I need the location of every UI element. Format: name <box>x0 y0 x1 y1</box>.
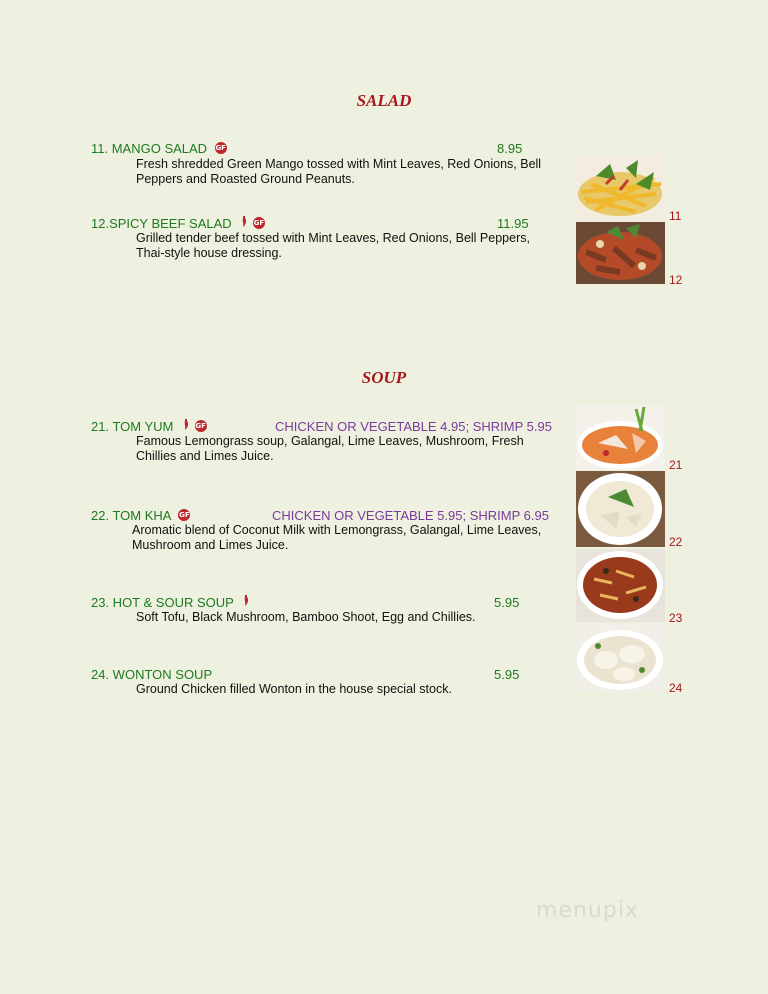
item-price: 5.95 <box>494 595 520 610</box>
menu-item-tom-yum <box>91 419 207 434</box>
description-line: Famous Lemongrass soup, Galangal, Lime Leaves, Mushroom, Fresh <box>136 434 524 448</box>
salad-heading: SALAD <box>356 91 412 110</box>
item-price: 8.95 <box>497 141 523 156</box>
photo-number: 11 <box>669 209 682 223</box>
item-name-label: 23. HOT & SOUR SOUP <box>91 595 234 610</box>
chili-pepper-icon <box>243 595 249 606</box>
chili-pepper-icon <box>241 216 247 227</box>
item-description <box>136 434 524 464</box>
item-price: CHICKEN OR VEGETABLE 4.95; SHRIMP 5.95 <box>275 419 552 434</box>
gluten-free-icon: GF <box>215 144 226 152</box>
description-line: Thai-style house dressing. <box>136 246 282 260</box>
item-price: CHICKEN OR VEGETABLE 5.95; SHRIMP 6.95 <box>272 508 549 523</box>
description-line: Aromatic blend of Coconut Milk with Lemongrass, Galangal, Lime Leaves, <box>132 523 542 537</box>
chili-pepper-icon <box>183 419 189 430</box>
photo-number: 24 <box>669 681 683 695</box>
item-description <box>136 231 530 261</box>
watermark: menupix <box>536 898 639 923</box>
photo-number: 23 <box>669 611 683 625</box>
wonton-soup-photo <box>576 624 665 692</box>
menu-item-mango-salad <box>91 141 227 156</box>
photo-number: 22 <box>669 535 683 549</box>
description-line: Chillies and Limes Juice. <box>136 449 274 463</box>
mango-salad-photo <box>576 154 665 221</box>
menu-item-hot-sour-soup <box>91 595 249 610</box>
item-name-label: 11. MANGO SALAD <box>91 141 208 156</box>
item-description <box>136 157 541 187</box>
description-line: Ground Chicken filled Wonton in the house special stock. <box>136 682 452 696</box>
item-name-label: 22. TOM KHA <box>91 508 171 523</box>
description-line: Fresh shredded Green Mango tossed with Mint Leaves, Red Onions, Bell <box>136 157 542 171</box>
menu-item-tom-kha <box>91 508 190 523</box>
gluten-free-icon: GF <box>179 511 190 519</box>
description-line: Soft Tofu, Black Mushroom, Bamboo Shoot, Egg and Chillies. <box>136 610 476 624</box>
item-name-label: 12.SPICY BEEF SALAD <box>91 216 232 231</box>
description-line: Mushroom and Limes Juice. <box>132 538 289 552</box>
item-price: 5.95 <box>494 667 520 682</box>
description-line: Peppers and Roasted Ground Peanuts. <box>136 172 355 186</box>
gluten-free-icon: GF <box>253 219 265 227</box>
item-description <box>136 682 452 697</box>
item-name-label: 24. WONTON SOUP <box>91 667 213 682</box>
spicy-beef-salad-photo <box>576 222 665 284</box>
photo-number: 12 <box>669 273 683 287</box>
hot-sour-soup-photo <box>576 549 665 622</box>
item-price: 11.95 <box>497 216 529 231</box>
soup-heading: SOUP <box>361 368 407 387</box>
gluten-free-icon: GF <box>195 422 206 430</box>
item-name-label: 21. TOM YUM <box>91 419 174 434</box>
tom-yum-photo <box>576 405 665 470</box>
menu-item-wonton-soup <box>91 667 212 682</box>
item-description <box>136 610 476 625</box>
description-line: Grilled tender beef tossed with Mint Leaves, Red Onions, Bell Peppers, <box>136 231 530 245</box>
tom-kha-photo <box>576 471 665 547</box>
menu-item-spicy-beef-salad <box>91 216 265 231</box>
item-description <box>132 523 541 553</box>
photo-number: 21 <box>669 458 683 472</box>
